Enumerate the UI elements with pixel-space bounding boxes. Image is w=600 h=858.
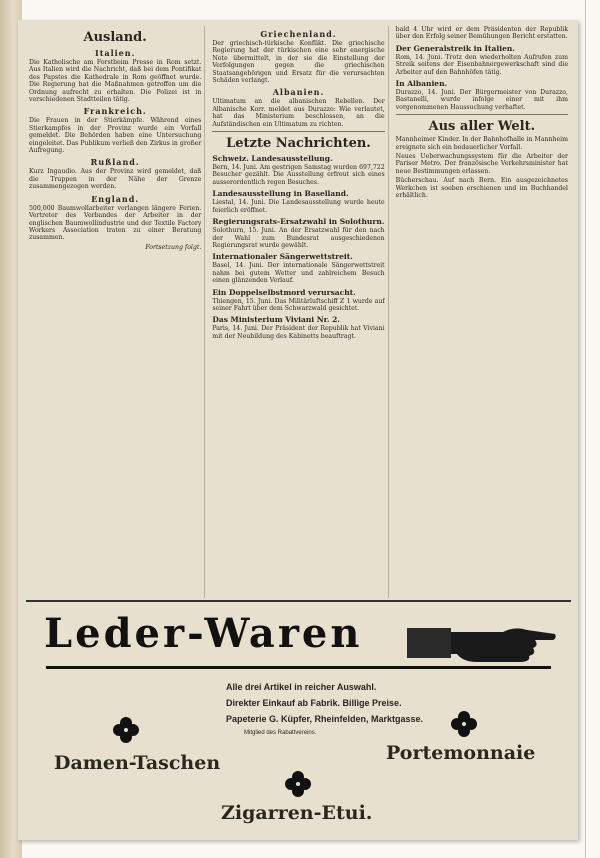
article-text: Kurz Ingaudio. Aus der Provinz wird gemeldet, daß die Truppen in der Nähe der Grenze zusammengezogen werden. xyxy=(29,168,202,191)
heading-ausland: Ausland. xyxy=(83,30,147,45)
ad-item-portemonnaie: Portemonnaie xyxy=(386,742,536,764)
divider xyxy=(396,114,568,115)
ad-line-2: Direkter Einkauf ab Fabrik. Billige Preise. xyxy=(226,698,402,708)
news-text: Bern, 14. Juni. Am gestrigen Samstag wurden 697,722 Besucher gezählt. Die Ausstellung erfreut sich eines ausserordentlich regen Besuches. xyxy=(212,164,385,186)
newspaper-page xyxy=(18,20,578,840)
ad-line-3: Papeterie G. Küpfer, Rheinfelden, Marktgasse. xyxy=(226,714,424,724)
flower-ornament-icon xyxy=(450,710,478,738)
world-text: Neues Ueberwachungssystem für die Arbeiter der Pariser Metro. Der französische Verkehrsminister hat neue Bestimmungen erlassen. xyxy=(395,153,568,175)
page-edge-line xyxy=(585,0,586,858)
column-3 xyxy=(393,26,571,598)
news-text: Durazzo, 14. Juni. Der Bürgermeister von Durazzo, Bastanelli, wurde infolge einer mit ihm vorgenommenen Haussuchung verhaftet. xyxy=(395,89,568,111)
world-text: Bücherschau. Auf nach Bern. Ein ausgezeichnetes Werkchen ist soeben erschienen und im Buchhandel erhältlich. xyxy=(395,177,568,200)
heading-aus-aller-welt: Aus aller Welt. xyxy=(428,119,536,135)
subheading-griechenland: Griechenland. xyxy=(260,29,337,39)
ad-title: Leder-Waren xyxy=(44,610,363,657)
pointing-hand-icon xyxy=(407,616,557,664)
article-text: Der griechisch-türkische Konflikt. Die griechische Regierung hat der türkischen eine sehr energische Note übermittelt, in der sie die Einstellung der Verfolgungen gegen die griechischen Staatsangehörigen und Ersatz für die verursachten Schäden verlangt. xyxy=(212,40,385,85)
news-text: Liestal, 14. Juni. Die Landesausstellung wurde heute feierlich eröffnet. xyxy=(212,199,385,214)
world-text: Mannheimer Kinder. In der Bahnhofhalle in Mannheim ereignete sich ein bedauerlicher Vorfall. xyxy=(395,136,568,151)
ad-item-zigarren-etui: Zigarren-Etui. xyxy=(221,802,373,824)
subheading-italien: Italien. xyxy=(94,48,136,58)
news-title: Schweiz. Landesausstellung. xyxy=(212,154,333,164)
subheading-england: England. xyxy=(91,193,140,204)
advertisement xyxy=(26,600,571,834)
column-2 xyxy=(209,26,388,598)
news-text: Paris, 14. Juni. Der Präsident der Republik hat Viviani mit der Neubildung des Kabinetts beauftragt. xyxy=(212,325,385,340)
ad-rule xyxy=(46,666,551,669)
news-text: Thiengen, 15. Juni. Das Militärluftschiff Z 1 wurde auf seiner Fahrt über dem Schwarzwald gesichtet. xyxy=(212,297,385,312)
subheading-albanien: Albanien. xyxy=(272,87,325,98)
article-text: Ultimatum an die albanischen Rebellen. Der Albanische Korr. meldet aus Durazzo: Wie verlautet, hat das Ministerium beschlossen, an die Aufständischen ein Ultimatum zu richten. xyxy=(212,98,385,128)
flower-ornament-icon xyxy=(112,716,140,744)
column-1 xyxy=(26,26,205,598)
subheading-frankreich: Frankreich. xyxy=(83,106,147,117)
ad-line-1: Alle drei Artikel in reicher Auswahl. xyxy=(226,682,377,692)
news-text: Rom, 14. Juni. Trotz den wiederholten Aufrufen zum Streik seitens der Eisenbahnergewerkschaft sind die Arbeiter auf den Bahnhöfen tätig. xyxy=(395,53,568,76)
news-title: Der Generalstreik in Italien. xyxy=(395,43,515,53)
news-title: Regierungsrats-Ersatzwahl in Solothurn. xyxy=(212,217,385,227)
article-text: Die Frauen in der Stierkämpfe. Während eines Stierkampfes in der Provinz wurde ein Vorfall gemeldet. Die Behörden haben eine Untersuchung eingeleitet. Das Publikum verließ den Zirkus in großer Aufregung. xyxy=(29,117,202,155)
news-title: Internationaler Sängerwettstreit. xyxy=(212,252,353,262)
news-text: Solothurn, 15. Juni. An der Ersatzwahl für den nach der Wahl zum Bundesrat ausgeschiedenen Regierungsrat wurde gewählt. xyxy=(212,227,385,249)
continued-note: Fortsetzung folgt. xyxy=(145,243,202,251)
subheading-russland: Rußland. xyxy=(90,157,140,168)
news-text: Basel, 14. Juni. Der internationale Sängerwettstreit nahm bei gutem Wetter und zahlreichem Besuch einen glänzenden Verlauf. xyxy=(212,262,385,285)
article-text: 500,000 Baumwollarbeiter verlangen längere Ferien. Vertreter des Verbandes der Arbeiter in der englischen Baumwollindustrie und der Textile Factory Workers Association traten zu einer Beratung zusammen. xyxy=(29,204,202,242)
ad-item-damen-taschen: Damen-Taschen xyxy=(54,752,221,774)
article-text: Die Katholische am Forstbeim Presse in Rom setzt. Aus Italien wird die Nachricht, daß bei dem Pontifikat des Papstes die Kathedrale in Rom geöffnet wurde. Die Regierung hat die Maßnahmen getroffen um die Ordnung aufrecht zu erhalten. Die Polizei ist in verschiedenen Stadtteilen tätig. xyxy=(29,59,202,104)
flower-ornament-icon xyxy=(284,770,312,798)
news-title: In Albanien. xyxy=(395,79,448,89)
heading-letzte-nachrichten: Letzte Nachrichten. xyxy=(226,136,371,152)
divider xyxy=(212,131,384,132)
news-title: Landesausstellung in Baselland. xyxy=(212,189,349,199)
news-title: Ein Doppelselbstmord verursacht. xyxy=(212,287,356,297)
news-title: Das Ministerium Viviani Nr. 2. xyxy=(212,315,340,325)
article-text: bald 4 Uhr wird er dem Präsidenten der Republik über den Erfolg seiner Bemühungen Bericht erstatten. xyxy=(395,26,568,41)
ad-line-4: Mitglied des Rabattvereins. xyxy=(244,730,317,736)
